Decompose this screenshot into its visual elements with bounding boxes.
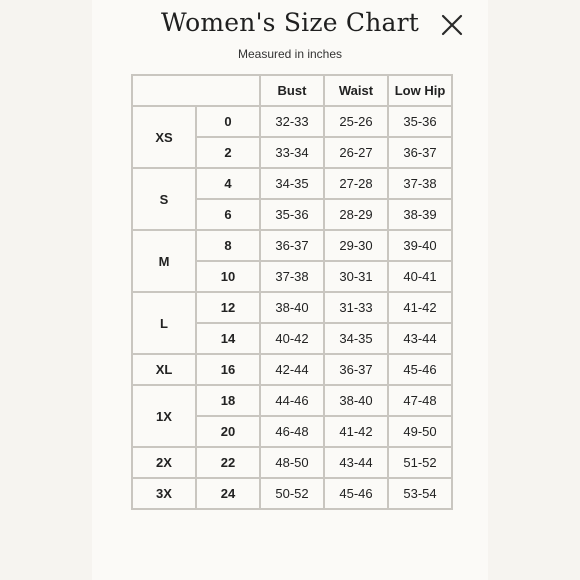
waist-cell: 43-44 [324, 447, 388, 478]
size-chart-modal [92, 0, 488, 580]
table-row [132, 478, 452, 509]
low-hip-cell: 40-41 [388, 261, 452, 292]
header-bust: Bust [260, 75, 324, 106]
page-subtitle: Measured in inches [237, 47, 343, 61]
low-hip-cell: 47-48 [388, 385, 452, 416]
low-hip-cell: 38-39 [388, 199, 452, 230]
waist-cell: 38-40 [324, 385, 388, 416]
size-number-cell: 2 [196, 137, 260, 168]
table-row [132, 447, 452, 478]
size-number-cell: 22 [196, 447, 260, 478]
size-label-cell: 2X [132, 447, 196, 478]
size-number-cell: 0 [196, 106, 260, 137]
low-hip-cell: 45-46 [388, 354, 452, 385]
bust-cell: 38-40 [260, 292, 324, 323]
low-hip-cell: 36-37 [388, 137, 452, 168]
close-icon [439, 12, 465, 38]
size-number-cell: 24 [196, 478, 260, 509]
size-number-cell: 16 [196, 354, 260, 385]
waist-cell: 31-33 [324, 292, 388, 323]
size-number-cell: 8 [196, 230, 260, 261]
bust-cell: 37-38 [260, 261, 324, 292]
size-label-cell: M [132, 230, 196, 292]
bust-cell: 32-33 [260, 106, 324, 137]
waist-cell: 27-28 [324, 168, 388, 199]
size-chart-table [131, 74, 453, 510]
waist-cell: 26-27 [324, 137, 388, 168]
low-hip-cell: 37-38 [388, 168, 452, 199]
waist-cell: 34-35 [324, 323, 388, 354]
table-row [132, 385, 452, 416]
bust-cell: 33-34 [260, 137, 324, 168]
low-hip-cell: 51-52 [388, 447, 452, 478]
table-row [132, 354, 452, 385]
waist-cell: 29-30 [324, 230, 388, 261]
bust-cell: 44-46 [260, 385, 324, 416]
bust-cell: 50-52 [260, 478, 324, 509]
size-number-cell: 14 [196, 323, 260, 354]
bust-cell: 36-37 [260, 230, 324, 261]
table-row [132, 292, 452, 323]
size-label-cell: 3X [132, 478, 196, 509]
bust-cell: 42-44 [260, 354, 324, 385]
size-number-cell: 10 [196, 261, 260, 292]
size-number-cell: 20 [196, 416, 260, 447]
header-low-hip: Low Hip [388, 75, 452, 106]
waist-cell: 41-42 [324, 416, 388, 447]
bust-cell: 48-50 [260, 447, 324, 478]
size-label-cell: 1X [132, 385, 196, 447]
low-hip-cell: 41-42 [388, 292, 452, 323]
waist-cell: 28-29 [324, 199, 388, 230]
waist-cell: 36-37 [324, 354, 388, 385]
header-blank-cell [132, 75, 260, 106]
page-title: Women's Size Chart [160, 8, 420, 37]
size-number-cell: 4 [196, 168, 260, 199]
waist-cell: 25-26 [324, 106, 388, 137]
low-hip-cell: 35-36 [388, 106, 452, 137]
header-row [132, 75, 452, 106]
bust-cell: 46-48 [260, 416, 324, 447]
table-row [132, 230, 452, 261]
size-label-cell: L [132, 292, 196, 354]
size-label-cell: XL [132, 354, 196, 385]
table-row [132, 168, 452, 199]
close-button[interactable] [439, 12, 465, 38]
size-number-cell: 6 [196, 199, 260, 230]
size-number-cell: 18 [196, 385, 260, 416]
size-label-cell: S [132, 168, 196, 230]
low-hip-cell: 53-54 [388, 478, 452, 509]
size-chart-body [132, 75, 452, 509]
waist-cell: 45-46 [324, 478, 388, 509]
bust-cell: 40-42 [260, 323, 324, 354]
size-label-cell: XS [132, 106, 196, 168]
low-hip-cell: 43-44 [388, 323, 452, 354]
bust-cell: 34-35 [260, 168, 324, 199]
low-hip-cell: 49-50 [388, 416, 452, 447]
size-number-cell: 12 [196, 292, 260, 323]
waist-cell: 30-31 [324, 261, 388, 292]
table-row [132, 106, 452, 137]
low-hip-cell: 39-40 [388, 230, 452, 261]
header-waist: Waist [324, 75, 388, 106]
bust-cell: 35-36 [260, 199, 324, 230]
